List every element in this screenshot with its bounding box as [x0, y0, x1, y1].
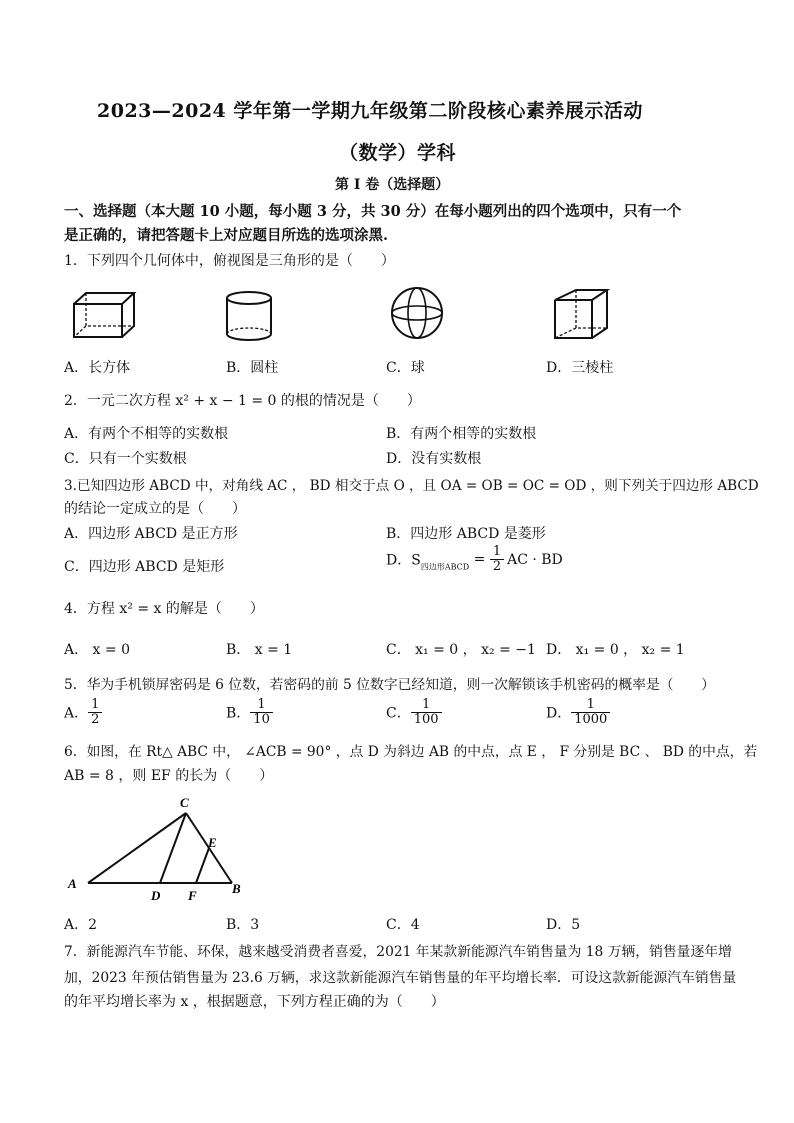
section-instructions-line2: 是正确的，请把答题卡上对应题目所选的选项涂黑. [64, 227, 389, 244]
question-3-option-d[interactable] [386, 545, 563, 574]
fraction [88, 698, 102, 727]
cylinder-figure [224, 290, 274, 342]
question-4-option-b[interactable]: B． x = 1 [226, 642, 293, 658]
question-1-option-d[interactable]: D．三棱柱 [546, 360, 614, 376]
option-d-tail: AC · BD [507, 551, 563, 568]
question-6-option-c[interactable]: C．4 [386, 917, 420, 933]
fraction-numerator: 1 [490, 545, 504, 560]
triangular-prism-figure [552, 288, 612, 342]
vertex-label-c: C [180, 795, 189, 810]
option-d-prefix: D．S [386, 552, 421, 569]
volume-heading: 第 I 卷（选择题） [335, 177, 450, 193]
question-6-stem-line2: AB = 8 ，则 EF 的长为（ ） [64, 768, 274, 784]
question-3-stem-line1: 3.已知四边形 ABCD 中，对角线 AC ， BD 相交于点 O ，且 OA = OB = OC = OD ，则下列关于四边形 ABCD [64, 478, 759, 494]
option-d-equals: = [469, 551, 490, 568]
question-2-stem: 2．一元二次方程 x² + x − 1 = 0 的根的情况是（ ） [64, 393, 421, 409]
question-3-option-a[interactable]: A．四边形 ABCD 是正方形 [64, 526, 238, 542]
question-6-option-a[interactable]: A．2 [64, 917, 98, 933]
fraction [411, 698, 442, 727]
question-7-stem-line1: 7．新能源汽车节能、环保，越来越受消费者喜爱，2021 年某款新能源汽车销售量为 18 万辆，销售量逐年增 [64, 944, 732, 960]
vertex-label-b: B [232, 881, 241, 896]
cuboid-figure [72, 290, 138, 340]
question-2-option-a[interactable]: A．有两个不相等的实数根 [64, 426, 229, 442]
question-3-option-b[interactable]: B．四边形 ABCD 是菱形 [386, 526, 546, 542]
question-5-option-b[interactable] [226, 698, 273, 727]
option-label: A． [64, 705, 89, 722]
fraction-denominator: 100 [413, 712, 439, 727]
question-7-stem-line2: 加，2023 年预估销售量为 23.6 万辆，求这款新能源汽车销售量的年平均增长率．可设这款新能源汽车销售量 [64, 970, 737, 986]
fraction-numerator: 1 [88, 698, 102, 713]
question-7-stem-line3: 的年平均增长率为 x ，根据题意，下列方程正确的为（ ） [64, 994, 445, 1010]
question-4-option-d[interactable]: D． x₁ = 0 ， x₂ = 1 [546, 642, 685, 658]
question-6-option-d[interactable]: D．5 [546, 917, 581, 933]
page-title: 2023—2024 学年第一学期九年级第二阶段核心素养展示活动 [97, 100, 643, 122]
fraction-numerator: 1 [250, 698, 273, 713]
question-4-option-a[interactable]: A． x = 0 [64, 642, 130, 658]
option-label: D． [546, 705, 572, 722]
question-5-stem: 5．华为手机锁屏密码是 6 位数，若密码的前 5 位数字已经知道，则一次解锁该手机密码的概率是（ ） [64, 677, 715, 693]
fraction-denominator: 2 [492, 559, 502, 574]
section-instructions-line1: 一、选择题（本大题 10 小题，每小题 3 分，共 30 分）在每小题列出的四个选项中，只有一个 [64, 203, 682, 220]
question-2-option-c[interactable]: C．只有一个实数根 [64, 451, 187, 467]
question-5-option-c[interactable] [386, 698, 442, 727]
question-1-option-b[interactable]: B．圆柱 [226, 360, 279, 376]
sphere-figure [389, 285, 445, 341]
question-6-option-b[interactable]: B．3 [226, 917, 260, 933]
question-4-stem: 4．方程 x² = x 的解是（ ） [64, 601, 264, 617]
vertex-label-a: A [68, 876, 77, 891]
option-d-fraction [490, 545, 504, 574]
question-2-option-d[interactable]: D．没有实数根 [386, 451, 482, 467]
fraction-denominator: 2 [91, 712, 100, 727]
option-label: C． [386, 705, 411, 722]
question-5-option-a[interactable] [64, 698, 102, 727]
question-6-stem-line1: 6．如图，在 Rt△ ABC 中， ∠ACB = 90° ，点 D 为斜边 AB 的中点，点 E ， F 分别是 BC 、 BD 的中点，若 [64, 744, 758, 760]
fraction-denominator: 1000 [574, 712, 608, 727]
vertex-label-e: E [208, 835, 217, 850]
triangle-figure [64, 795, 254, 905]
vertex-label-f: F [188, 888, 197, 903]
question-1-option-a[interactable]: A．长方体 [64, 360, 131, 376]
page-subtitle: （数学）学科 [339, 142, 457, 164]
question-3-option-c[interactable]: C．四边形 ABCD 是矩形 [64, 559, 225, 575]
question-3-stem-line2: 的结论一定成立的是（ ） [64, 501, 246, 517]
option-d-subscript: 四边形ABCD [420, 562, 470, 572]
option-label: B． [226, 705, 251, 722]
fraction-numerator: 1 [571, 698, 610, 713]
question-4-option-c[interactable]: C． x₁ = 0 ， x₂ = −1 [386, 642, 536, 658]
question-1-stem: 1．下列四个几何体中，俯视图是三角形的是（ ） [64, 253, 395, 269]
question-1-option-c[interactable]: C．球 [386, 360, 425, 376]
fraction [571, 698, 610, 727]
question-5-option-d[interactable] [546, 698, 610, 727]
fraction-denominator: 10 [253, 712, 270, 727]
fraction [250, 698, 273, 727]
fraction-numerator: 1 [411, 698, 442, 713]
question-2-option-b[interactable]: B．有两个相等的实数根 [386, 426, 537, 442]
vertex-label-d: D [151, 888, 161, 903]
